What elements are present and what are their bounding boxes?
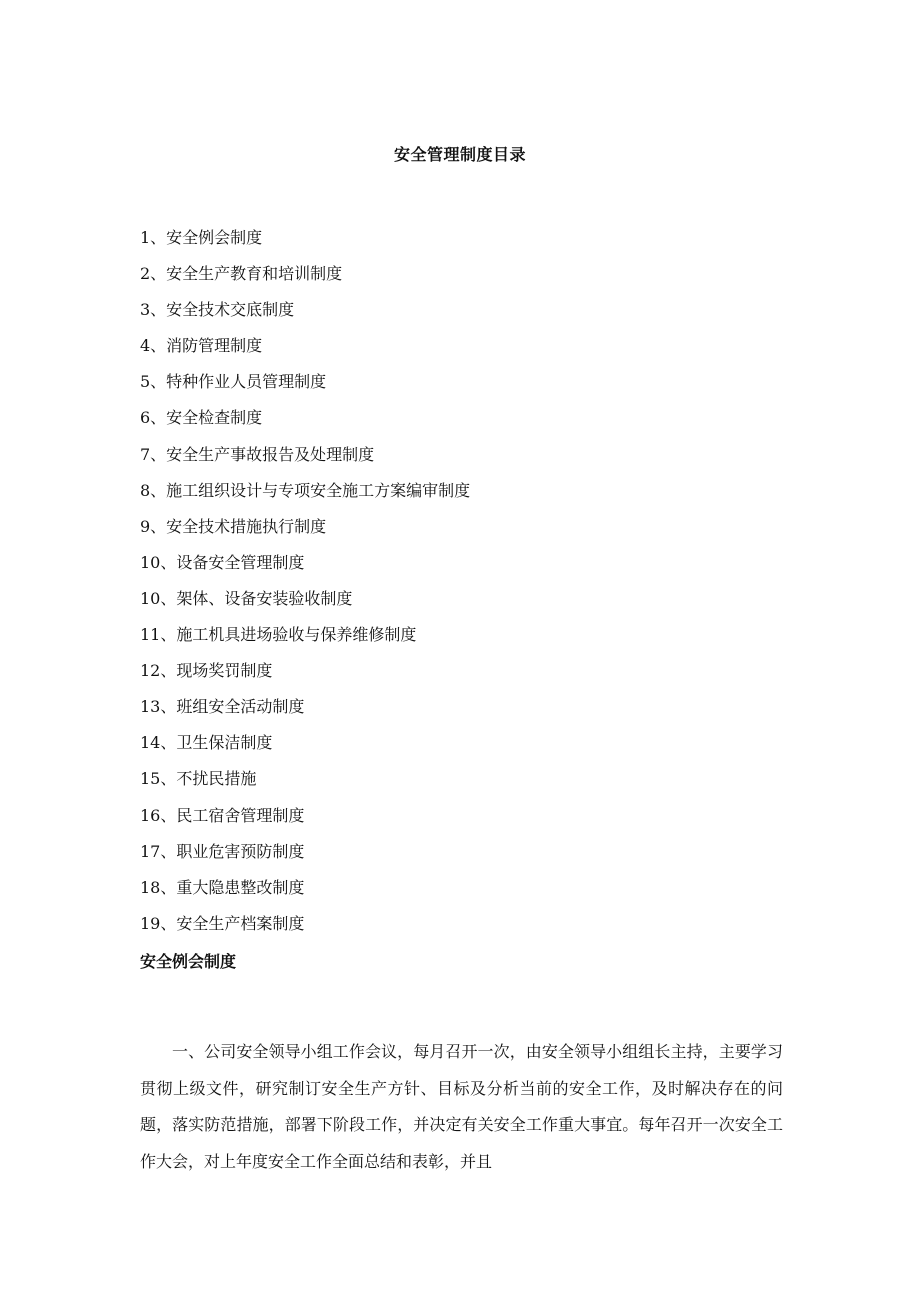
toc-item: 8、施工组织设计与专项安全施工方案编审制度 [140,480,471,500]
toc-item: 3、安全技术交底制度 [140,300,295,320]
body-paragraph: 一、公司安全领导小组工作会议，每月召开一次，由安全领导小组组长主持，主要学习贯彻上级文件，研究制订安全生产方针、目标及分析当前的安全工作，及时解决存在的问题，落实防范措施，部署下阶段工作，并决定有关安全工作重大事宜。每年召开一次安全工作大会，对上年度安全工作全面总结和表彰，并且 [140,1042,783,1171]
document-title: 安全管理制度目录 [393,145,526,164]
section-heading: 安全例会制度 [140,952,237,971]
toc-item: 10、架体、设备安装验收制度 [140,588,353,608]
toc-item: 14、卫生保洁制度 [140,733,273,753]
toc-item: 10、设备安全管理制度 [140,552,305,572]
toc-item: 9、安全技术措施执行制度 [140,516,327,536]
toc-item: 6、安全检查制度 [140,408,263,428]
toc-item: 16、民工宿舍管理制度 [140,805,305,825]
toc-item: 13、班组安全活动制度 [140,697,305,717]
toc-item: 18、重大隐患整改制度 [140,877,305,897]
toc-item: 7、安全生产事故报告及处理制度 [140,444,375,464]
toc-item: 1、安全例会制度 [140,228,263,247]
toc-item: 2、安全生产教育和培训制度 [140,264,343,284]
toc-item: 11、施工机具进场验收与保养维修制度 [140,625,417,645]
table-of-contents [140,226,800,948]
toc-item: 19、安全生产档案制度 [140,913,305,933]
toc-item: 4、消防管理制度 [140,336,263,356]
toc-item: 5、特种作业人员管理制度 [140,372,327,392]
toc-item: 17、职业危害预防制度 [140,841,305,861]
toc-item: 15、不扰民措施 [140,769,257,789]
toc-item: 12、现场奖罚制度 [140,661,273,681]
